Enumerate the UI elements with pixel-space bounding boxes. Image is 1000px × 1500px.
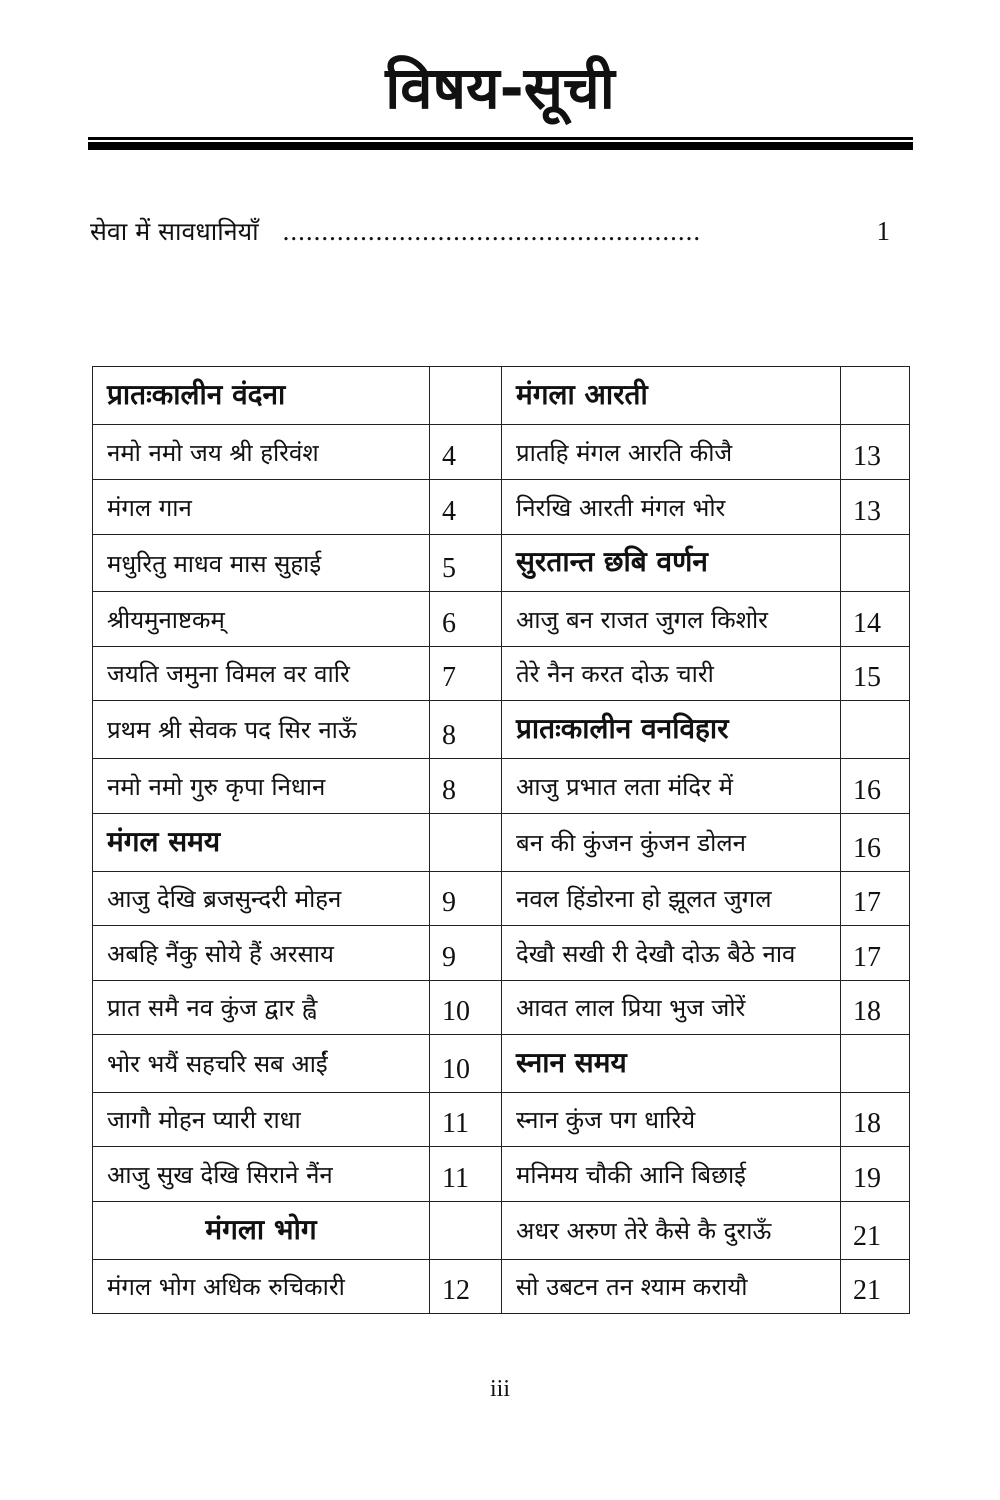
entry-page-number: 8 bbox=[430, 759, 502, 814]
entry-title[interactable]: मंगल गान bbox=[93, 480, 430, 535]
entry-title[interactable]: जयति जमुना विमल वर वारि bbox=[93, 647, 430, 701]
entry-page-number bbox=[841, 1035, 910, 1093]
entry-page-number: 19 bbox=[841, 1147, 910, 1202]
entry-title[interactable]: निरखि आरती मंगल भोर bbox=[502, 480, 841, 535]
section-heading: प्रातःकालीन वनविहार bbox=[502, 701, 841, 759]
entry-page-number: 10 bbox=[430, 981, 502, 1035]
intro-entry-label: सेवा में सावधानियाँ bbox=[90, 217, 259, 246]
contents-table bbox=[92, 366, 910, 1314]
entry-page-number: 14 bbox=[841, 592, 910, 647]
page-number: iii bbox=[489, 1376, 510, 1402]
section-heading: मंगला आरती bbox=[502, 367, 841, 425]
table-row bbox=[93, 814, 910, 872]
entry-title[interactable]: प्रातहि मंगल आरति कीजै bbox=[502, 425, 841, 480]
entry-title[interactable]: जागौ मोहन प्यारी राधा bbox=[93, 1093, 430, 1147]
entry-page-number bbox=[430, 1202, 502, 1260]
entry-title[interactable]: सो उबटन तन श्याम करायौ bbox=[502, 1260, 841, 1314]
entry-title[interactable]: स्नान कुंज पग धारिये bbox=[502, 1093, 841, 1147]
table-row bbox=[93, 1035, 910, 1093]
entry-title[interactable]: देखौ सखी री देखौ दोऊ बैठे नाव bbox=[502, 926, 841, 981]
entry-title[interactable]: तेरे नैन करत दोऊ चारी bbox=[502, 647, 841, 701]
table-row bbox=[93, 1260, 910, 1314]
intro-entry[interactable] bbox=[90, 214, 890, 258]
intro-entry-page: 1 bbox=[876, 216, 890, 246]
section-heading: मंगला भोग bbox=[93, 1202, 430, 1260]
section-heading: मंगल समय bbox=[93, 814, 430, 872]
table-row bbox=[93, 535, 910, 592]
page-title: विषय-सूची bbox=[385, 54, 615, 122]
entry-page-number: 10 bbox=[430, 1035, 502, 1093]
entry-page-number: 13 bbox=[841, 425, 910, 480]
entry-title[interactable]: मंगल भोग अधिक रुचिकारी bbox=[93, 1260, 430, 1314]
table-row bbox=[93, 981, 910, 1035]
entry-page-number bbox=[841, 701, 910, 759]
entry-title[interactable]: आजु बन राजत जुगल किशोर bbox=[502, 592, 841, 647]
entry-page-number: 11 bbox=[430, 1147, 502, 1202]
entry-page-number: 17 bbox=[841, 926, 910, 981]
section-heading: स्नान समय bbox=[502, 1035, 841, 1093]
entry-title[interactable]: मधुरितु माधव मास सुहाई bbox=[93, 535, 430, 592]
entry-title[interactable]: बन की कुंजन कुंजन डोलन bbox=[502, 814, 841, 872]
table-row bbox=[93, 759, 910, 814]
table-row bbox=[93, 367, 910, 425]
entry-page-number: 17 bbox=[841, 872, 910, 926]
table-row bbox=[93, 480, 910, 535]
table-row bbox=[93, 592, 910, 647]
section-heading: सुरतान्त छबि वर्णन bbox=[502, 535, 841, 592]
entry-title[interactable]: अबहि नैंकु सोये हैं अरसाय bbox=[93, 926, 430, 981]
entry-title[interactable]: आजु देखि ब्रजसुन्दरी मोहन bbox=[93, 872, 430, 926]
table-row bbox=[93, 872, 910, 926]
section-heading: प्रातःकालीन वंदना bbox=[93, 367, 430, 425]
entry-page-number: 21 bbox=[841, 1202, 910, 1260]
entry-title[interactable]: नवल हिंडोरना हो झूलत जुगल bbox=[502, 872, 841, 926]
entry-title[interactable]: भोर भयैं सहचरि सब आईं bbox=[93, 1035, 430, 1093]
entry-page-number: 4 bbox=[430, 425, 502, 480]
entry-title[interactable]: प्रथम श्री सेवक पद सिर नाऊँ bbox=[93, 701, 430, 759]
leader-dots: ...................................................... bbox=[282, 216, 702, 246]
entry-page-number: 4 bbox=[430, 480, 502, 535]
entry-title[interactable]: श्रीयमुनाष्टकम् bbox=[93, 592, 430, 647]
entry-page-number bbox=[430, 367, 502, 425]
entry-title[interactable]: नमो नमो जय श्री हरिवंश bbox=[93, 425, 430, 480]
entry-page-number bbox=[430, 814, 502, 872]
entry-page-number: 7 bbox=[430, 647, 502, 701]
table-row bbox=[93, 1093, 910, 1147]
entry-page-number: 18 bbox=[841, 1093, 910, 1147]
entry-page-number: 18 bbox=[841, 981, 910, 1035]
entry-page-number: 11 bbox=[430, 1093, 502, 1147]
title-rule-thin bbox=[88, 137, 913, 140]
table-row bbox=[93, 1147, 910, 1202]
table-row bbox=[93, 425, 910, 480]
title-rule-thick bbox=[88, 142, 913, 150]
entry-page-number: 21 bbox=[841, 1260, 910, 1314]
entry-page-number: 16 bbox=[841, 814, 910, 872]
entry-page-number: 9 bbox=[430, 872, 502, 926]
entry-title[interactable]: नमो नमो गुरु कृपा निधान bbox=[93, 759, 430, 814]
table-row bbox=[93, 926, 910, 981]
entry-title[interactable]: आजु सुख देखि सिराने नैंन bbox=[93, 1147, 430, 1202]
entry-page-number: 8 bbox=[430, 701, 502, 759]
entry-page-number: 13 bbox=[841, 480, 910, 535]
table-row bbox=[93, 647, 910, 701]
entry-page-number: 6 bbox=[430, 592, 502, 647]
entry-page-number: 5 bbox=[430, 535, 502, 592]
entry-page-number: 16 bbox=[841, 759, 910, 814]
table-row bbox=[93, 701, 910, 759]
entry-page-number bbox=[841, 535, 910, 592]
entry-page-number bbox=[841, 367, 910, 425]
entry-title[interactable]: अधर अरुण तेरे कैसे कै दुराऊँ bbox=[502, 1202, 841, 1260]
entry-title[interactable]: आवत लाल प्रिया भुज जोरें bbox=[502, 981, 841, 1035]
entry-page-number: 15 bbox=[841, 647, 910, 701]
entry-page-number: 12 bbox=[430, 1260, 502, 1314]
entry-page-number: 9 bbox=[430, 926, 502, 981]
table-row bbox=[93, 1202, 910, 1260]
entry-title[interactable]: मनिमय चौकी आनि बिछाई bbox=[502, 1147, 841, 1202]
entry-title[interactable]: आजु प्रभात लता मंदिर में bbox=[502, 759, 841, 814]
entry-title[interactable]: प्रात समै नव कुंज द्वार ह्वै bbox=[93, 981, 430, 1035]
